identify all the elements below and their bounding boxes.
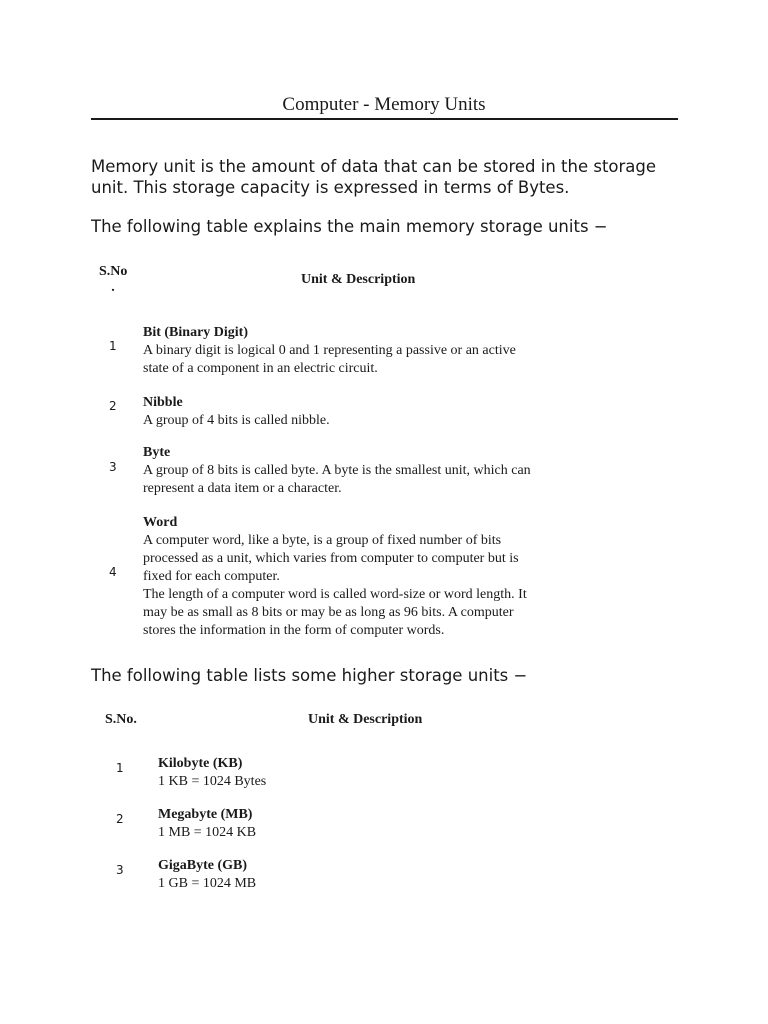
intro-paragraph [91,156,691,198]
table1-row-number: 1 [109,339,117,353]
unit-description-line: A group of 4 bits is called nibble. [143,413,330,428]
table2-row-entry [158,857,598,893]
unit-description-line: processed as a unit, which varies from computer to computer but is [143,551,519,566]
table1-row-entry [143,444,583,498]
table1-header-sno-line: . [111,280,115,295]
unit-description-line: 1 KB = 1024 Bytes [158,774,267,789]
table2-lead-text: The following table lists some higher storage units − [91,666,528,685]
table1-lead-text: The following table explains the main memory storage units − [91,217,608,236]
table2-row-entry [158,806,598,842]
intro-line: unit. This storage capacity is expressed in terms of Bytes. [91,178,570,197]
table1-row-number: 4 [109,565,117,579]
table1-row-entry [143,514,583,640]
unit-name: Nibble [143,395,183,410]
table1-row-entry [143,324,583,378]
table2-header-unit: Unit & Description [308,712,423,727]
unit-name: Word [143,515,178,530]
table2-row-entry [158,755,598,791]
unit-description-line: state of a component in an electric circuit. [143,361,378,376]
unit-description-line: The length of a computer word is called word-size or word length. It [143,587,527,602]
unit-description-line: A computer word, like a byte, is a group of fixed number of bits [143,533,502,548]
table1-row-number: 2 [109,399,117,413]
unit-description-line: may be as small as 8 bits or may be as long as 96 bits. A computer [143,605,514,620]
title-underline [91,118,678,120]
unit-name: Kilobyte (KB) [158,756,243,771]
page-title: Computer - Memory Units [282,94,486,115]
table2-row-number: 1 [116,761,124,775]
table1-header-sno-line: S.No [99,264,128,279]
unit-name: Byte [143,445,171,460]
unit-description-line: represent a data item or a character. [143,481,342,496]
unit-description-line: 1 MB = 1024 KB [158,825,257,840]
unit-description-line: fixed for each computer. [143,569,280,584]
unit-description-line: stores the information in the form of computer words. [143,623,445,638]
unit-description-line: A group of 8 bits is called byte. A byte is the smallest unit, which can [143,463,531,478]
unit-description-line: 1 GB = 1024 MB [158,876,257,891]
table1-row-entry [143,394,583,430]
intro-line: Memory unit is the amount of data that can be stored in the storage [91,157,657,176]
table1-row-number: 3 [109,460,117,474]
table1-header-unit: Unit & Description [301,272,416,287]
table2-row-number: 2 [116,812,124,826]
unit-name: Megabyte (MB) [158,807,253,822]
table1-header-sno [99,263,127,297]
table2-row-number: 3 [116,863,124,877]
table2-header-sno: S.No. [105,712,137,727]
unit-description-line: A binary digit is logical 0 and 1 representing a passive or an active [143,343,516,358]
unit-name: GigaByte (GB) [158,858,248,873]
unit-name: Bit (Binary Digit) [143,325,248,340]
